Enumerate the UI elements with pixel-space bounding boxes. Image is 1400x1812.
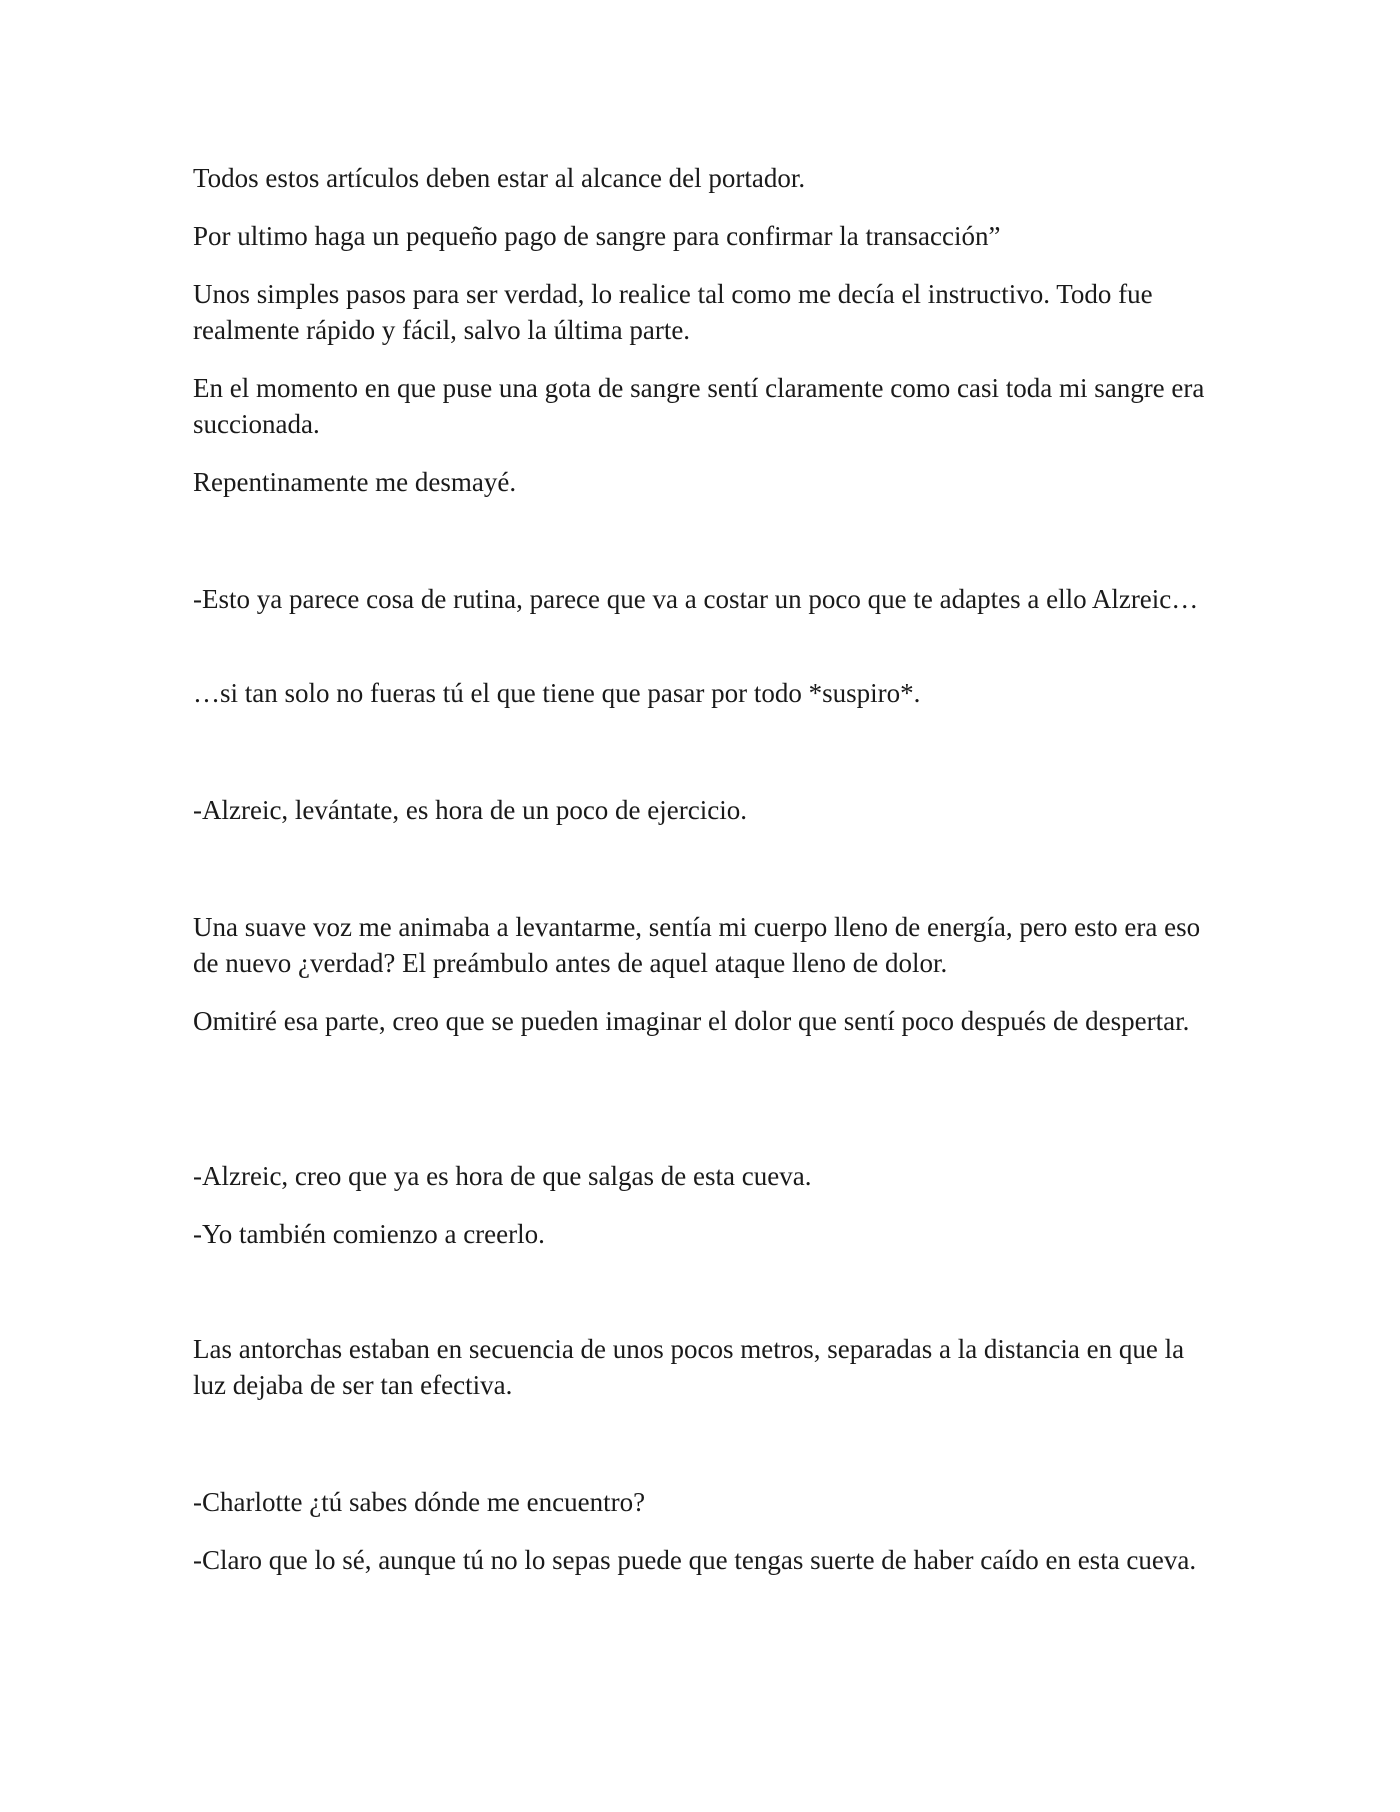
- paragraph-1: Todos estos artículos deben estar al alcance del portador.: [193, 163, 806, 193]
- paragraph-9: Una suave voz me animaba a levantarme, sentía mi cuerpo lleno de energía, pero esto era eso de nuevo ¿verdad? El preámbulo antes de aquel ataque lleno de dolor.: [193, 912, 1201, 978]
- paragraph-5: Repentinamente me desmayé.: [193, 467, 517, 497]
- paragraph-3: Unos simples pasos para ser verdad, lo realice tal como me decía el instructivo. Todo fue realmente rápido y fácil, salvo la última parte.: [193, 279, 1153, 345]
- paragraph-10: Omitiré esa parte, creo que se pueden imaginar el dolor que sentí poco después de despertar.: [193, 1006, 1190, 1036]
- paragraph-15: -Claro que lo sé, aunque tú no lo sepas puede que tengas suerte de haber caído en esta cueva.: [193, 1545, 1197, 1575]
- paragraph-6: -Esto ya parece cosa de rutina, parece que va a costar un poco que te adaptes a ello Alzreic…: [193, 584, 1199, 614]
- paragraph-7: …si tan solo no fueras tú el que tiene que pasar por todo *suspiro*.: [193, 678, 921, 708]
- paragraph-11: -Alzreic, creo que ya es hora de que salgas de esta cueva.: [193, 1161, 812, 1191]
- paragraph-4: En el momento en que puse una gota de sangre sentí claramente como casi toda mi sangre era succionada.: [193, 373, 1205, 439]
- paragraph-2: Por ultimo haga un pequeño pago de sangre para confirmar la transacción”: [193, 221, 1001, 251]
- paragraph-13: Las antorchas estaban en secuencia de unos pocos metros, separadas a la distancia en que la luz dejaba de ser tan efectiva.: [193, 1334, 1185, 1400]
- paragraph-12: -Yo también comienzo a creerlo.: [193, 1219, 545, 1249]
- paragraph-14: -Charlotte ¿tú sabes dónde me encuentro?: [193, 1487, 646, 1517]
- paragraph-8: -Alzreic, levántate, es hora de un poco de ejercicio.: [193, 795, 747, 825]
